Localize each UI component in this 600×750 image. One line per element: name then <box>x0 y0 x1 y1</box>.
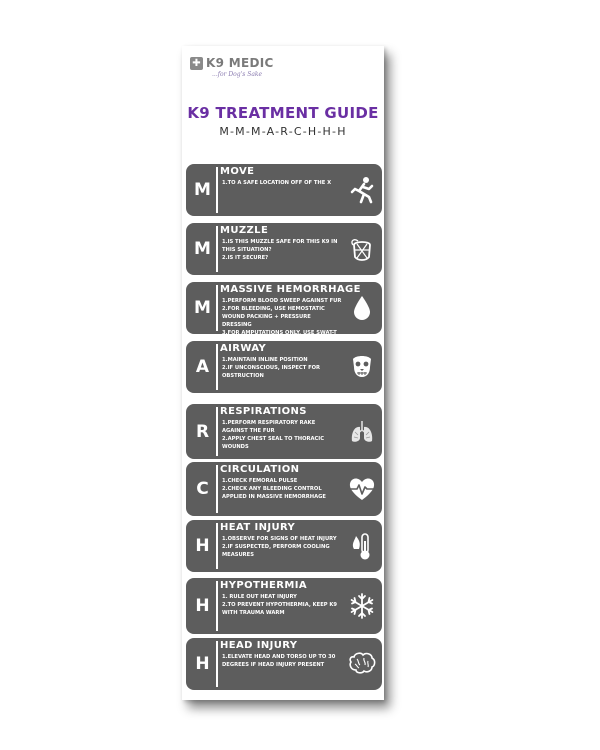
step-item: 1.ELEVATE HEAD AND TORSO UP TO 30 DEGREES IF HEAD INJURY PRESENT <box>222 654 336 668</box>
step-list <box>222 653 344 669</box>
step-item: 1.TO A SAFE LOCATION OFF OF THE X <box>222 180 332 186</box>
heartbeat-icon <box>346 473 378 505</box>
step-item: 3.FOR AMPUTATIONS ONLY, USE SWAT-T <box>222 330 337 336</box>
step-heading: HEAT INJURY <box>220 522 296 533</box>
step-heading: MASSIVE HEMORRHAGE <box>220 284 361 295</box>
step-item: 1.IS THIS MUZZLE SAFE FOR THIS K9 IN THIS SITUATION? <box>222 239 338 253</box>
step-item: 2.IF UNCONSCIOUS, INSPECT FOR OBSTRUCTION <box>222 365 321 379</box>
step-letter: R <box>189 407 218 456</box>
page-subtitle: M-M-M-A-R-C-H-H-H <box>219 125 347 138</box>
step-heading: AIRWAY <box>220 343 267 354</box>
step-item: 1.MAINTAIN INLINE POSITION <box>222 357 308 363</box>
step-item: 2.IS IT SECURE? <box>222 255 269 261</box>
snowflake-icon <box>346 590 378 622</box>
step-list <box>222 593 342 617</box>
step-list <box>222 535 342 559</box>
step-item: 1.OBSERVE FOR SIGNS OF HEAT INJURY <box>222 536 337 542</box>
step-item: 2.TO PREVENT HYPOTHERMIA, KEEP K9 WITH TRAUMA WARM <box>222 602 337 616</box>
running-person-icon <box>346 174 378 206</box>
step-list <box>222 477 342 501</box>
step-item: 1.CHECK FEMORAL PULSE <box>222 478 298 484</box>
blood-drop-icon <box>346 292 378 324</box>
brain-icon <box>346 648 378 680</box>
step-row-heat-injury <box>186 520 382 572</box>
treatment-guide-card <box>182 46 384 700</box>
step-heading: CIRCULATION <box>220 464 300 475</box>
step-row-head-injury <box>186 638 382 690</box>
step-list <box>222 356 342 380</box>
step-row-muzzle <box>186 223 382 275</box>
step-row-airway <box>186 341 382 393</box>
step-letter: H <box>189 641 218 687</box>
step-heading: MOVE <box>220 166 255 177</box>
step-row-massive-hemorrhage <box>186 282 382 334</box>
step-letter: C <box>189 465 218 513</box>
step-letter: H <box>189 581 218 631</box>
step-letter: A <box>189 344 218 390</box>
step-row-respirations <box>186 404 382 459</box>
step-item: 1.PERFORM RESPIRATORY RAKE AGAINST THE FUR <box>222 420 316 434</box>
muzzle-icon <box>346 233 378 265</box>
lungs-icon <box>346 416 378 448</box>
paw-cross-icon: ✚ <box>190 57 203 70</box>
step-item: 1. RULE OUT HEAT INJURY <box>222 594 297 600</box>
page-title: K9 TREATMENT GUIDE <box>187 104 379 122</box>
step-item: 2.APPLY CHEST SEAL TO THORACIC WOUNDS <box>222 436 325 450</box>
step-item: 2.FOR BLEEDING, USE HEMOSTATIC WOUND PACKING + PRESSURE DRESSING <box>222 306 325 328</box>
k9-medic-logo <box>190 56 300 82</box>
step-heading: HEAD INJURY <box>220 640 298 651</box>
step-letter: M <box>189 167 218 213</box>
step-row-hypothermia <box>186 578 382 634</box>
step-letter: M <box>189 226 218 272</box>
step-letter: M <box>189 285 218 331</box>
logo-brand: K9 MEDIC <box>206 56 274 70</box>
thermometer-flame-icon <box>346 530 378 562</box>
step-letter: H <box>189 523 218 569</box>
dog-skull-icon <box>346 351 378 383</box>
step-list <box>222 238 342 262</box>
step-item: 2.CHECK ANY BLEEDING CONTROL APPLIED IN MASSIVE HEMORRHAGE <box>222 486 326 500</box>
logo-tagline: ...for Dog's Sake <box>212 71 263 78</box>
step-list <box>222 419 342 451</box>
step-item: 2.IF SUSPECTED, PERFORM COOLING MEASURES <box>222 544 330 558</box>
step-heading: MUZZLE <box>220 225 269 236</box>
step-item: 1.PERFORM BLOOD SWEEP AGAINST FUR <box>222 298 342 304</box>
step-list <box>222 179 342 187</box>
step-heading: HYPOTHERMIA <box>220 580 307 591</box>
step-list <box>222 297 342 345</box>
step-row-circulation <box>186 462 382 516</box>
step-heading: RESPIRATIONS <box>220 406 307 417</box>
step-row-move <box>186 164 382 216</box>
